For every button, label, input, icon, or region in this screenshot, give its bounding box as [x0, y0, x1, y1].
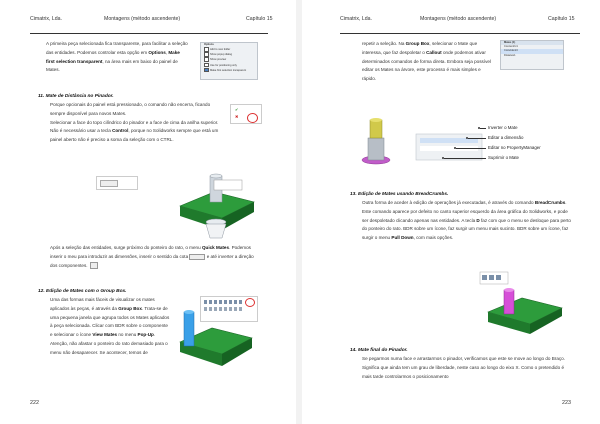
section-13-paragraph: Outra forma de aceder à edição de operações já executadas, é através do comando BreadCrumbs. Este comando aparece por defeito no canto superior esquerdo da área gráfica do Solidworks, e pode ser despoletado clicando apenas nas entidades. A tecla D faz com que o menu se desloque para perto do ponteiro do rato. BDR sobre um ícone, faz surgir um menu mais sucinto. BDR sobre um ícone, faz surgir o menu Pull Down, com mais opções.	[362, 200, 571, 241]
left-page	[0, 0, 296, 424]
callout-line	[456, 148, 486, 149]
groupbox-title: Mates (1)	[501, 41, 563, 45]
callout-edit-dimension: Editar a dimensão	[488, 135, 524, 140]
section-12-heading: 12. Edição de Mates com o Group Box.	[38, 289, 127, 294]
option-item: Use for positioning only	[201, 63, 257, 68]
option-item: Make first selection transparent	[201, 68, 257, 73]
header-chapter: Capítulo 15	[246, 16, 273, 22]
pin-assembly-image-left-2	[172, 298, 262, 378]
section-14-paragraph: Se pegarmos numa face e arrastarmos o pinador, verificamos que este se move ao longo do Braço. Significa que ainda tem um grau de liberdade, neste caso ao longo do eixo X. Como o pretendido é mais tarde controlarmos o posicionamento	[362, 356, 565, 379]
breadcrumb-icon	[482, 275, 487, 280]
section-11-heading: 11. Mate de Distância no Pinador.	[38, 94, 114, 99]
pin-top	[210, 174, 222, 178]
callout-line	[444, 158, 486, 159]
header-chapter: Capítulo 15	[548, 16, 575, 22]
mate-list-row: Concentric1	[504, 45, 518, 49]
header-rule	[30, 33, 268, 34]
header-title: Montagens (método ascendente)	[420, 16, 497, 22]
intro-paragraph: A primeira peça selecionada fica transparente, para facilitar a seleção das entidades. Podemos controlar esta opção em Options, Make first selection transparent, na área mais em baixo do painel de Mates.	[46, 41, 188, 73]
option-item: Show preview	[201, 57, 257, 62]
quick-mates-toolbar	[214, 180, 242, 190]
pin-highlighted	[504, 290, 514, 314]
pin-base	[206, 224, 226, 238]
pin-highlighted	[184, 312, 194, 346]
mate-list-row: Coincident3	[501, 49, 563, 53]
check-icon: ✔	[235, 107, 239, 112]
pin-assembly-image-right	[354, 104, 484, 174]
header-title: Montagens (método ascendente)	[104, 16, 181, 22]
callout-line	[468, 138, 486, 139]
section-11-paragraph: Porque opcionais do painel está pressionado, o comando não encerra, ficando sempre disponível para novos Mates. Selecionar a face do topo cilíndrico do pinador e a face de cima da anilha superior. Não é necessário usar a tecla Control, porque no Solidworks sempre que está um painel aberto não é preciso a soma da seleção com o CTRL.	[50, 102, 219, 143]
callout-line	[480, 128, 486, 129]
pin-top	[504, 288, 514, 292]
mate-value-field	[100, 180, 118, 187]
section-13-heading: 13. Edição de Mates usando BreadCrumbs.	[350, 192, 449, 197]
ok-cancel-screenshot	[230, 104, 262, 124]
options-panel-screenshot	[200, 42, 258, 80]
section-14-heading: 14. Mate final do Pinador.	[350, 348, 408, 353]
page-number: 223	[562, 400, 571, 406]
right-page	[302, 0, 600, 424]
pin-body	[368, 138, 384, 160]
quick-mates-paragraph: Após a seleção das entidades, surge próximo do ponteiro do rato, o menu Quick Mates. Podemos inserir o meu para introduzir as dimensões, inserir o sentido da cota e até inverter a direção dos componentes.	[50, 245, 254, 268]
flip-icon	[90, 262, 98, 269]
mate-groupbox-screenshot	[500, 40, 564, 70]
option-item: Add to new folder	[201, 47, 257, 52]
callout-edit-propertymanager: Editar no PropertyManager	[488, 145, 541, 150]
options-panel-title: Options	[204, 43, 214, 46]
breadcrumb-icon	[489, 275, 494, 280]
header-company: Cimatrix, Lda.	[30, 16, 62, 22]
pin-assembly-image-left	[170, 172, 262, 240]
dimension-direction-icon	[189, 254, 205, 260]
callout-suppress-mate: Suprimir o Mate	[488, 155, 519, 160]
highlight-circle	[247, 113, 258, 123]
section-12-paragraph: Uma das formas mais fáceis de visualizar os mates aplicados às peças, é através da Group Box. Trata-se de uma pequena janela que agrupa todos os Mates aplicados à peça selecionada. Clicar com BDR sobre o componente e selecionar o ícone View Mates no menu Pop-Up. Atenção, não afastar o ponteiro do rato demasiado para o menu não desaparecer. Se acontecer, temos de	[50, 297, 170, 355]
header-rule	[340, 33, 580, 34]
close-icon: ✖	[235, 114, 239, 119]
intro-paragraph: repetir a seleção. Na Group Box, selecionar o Mate que interessa, que faz despoletar o Callout onde podemos ativar determinados comandos de forma direta. Embora seja possível editar os Mates na árvore, este processo é mais simples e rápido.	[362, 41, 491, 82]
breadcrumb-icon	[496, 275, 501, 280]
page-number: 222	[30, 400, 39, 406]
mate-list-row: Distance1	[504, 53, 516, 57]
callout-invert-mate: Inverter o Mate	[488, 125, 518, 130]
pin-head	[370, 120, 382, 138]
pin-top	[370, 118, 382, 122]
pin-assembly-image-right-2	[478, 270, 570, 336]
pin-top	[184, 310, 194, 314]
option-item: Show popup dialog	[201, 52, 257, 57]
mate-field-screenshot	[96, 176, 138, 190]
header-company: Cimatrix, Lda.	[340, 16, 372, 22]
